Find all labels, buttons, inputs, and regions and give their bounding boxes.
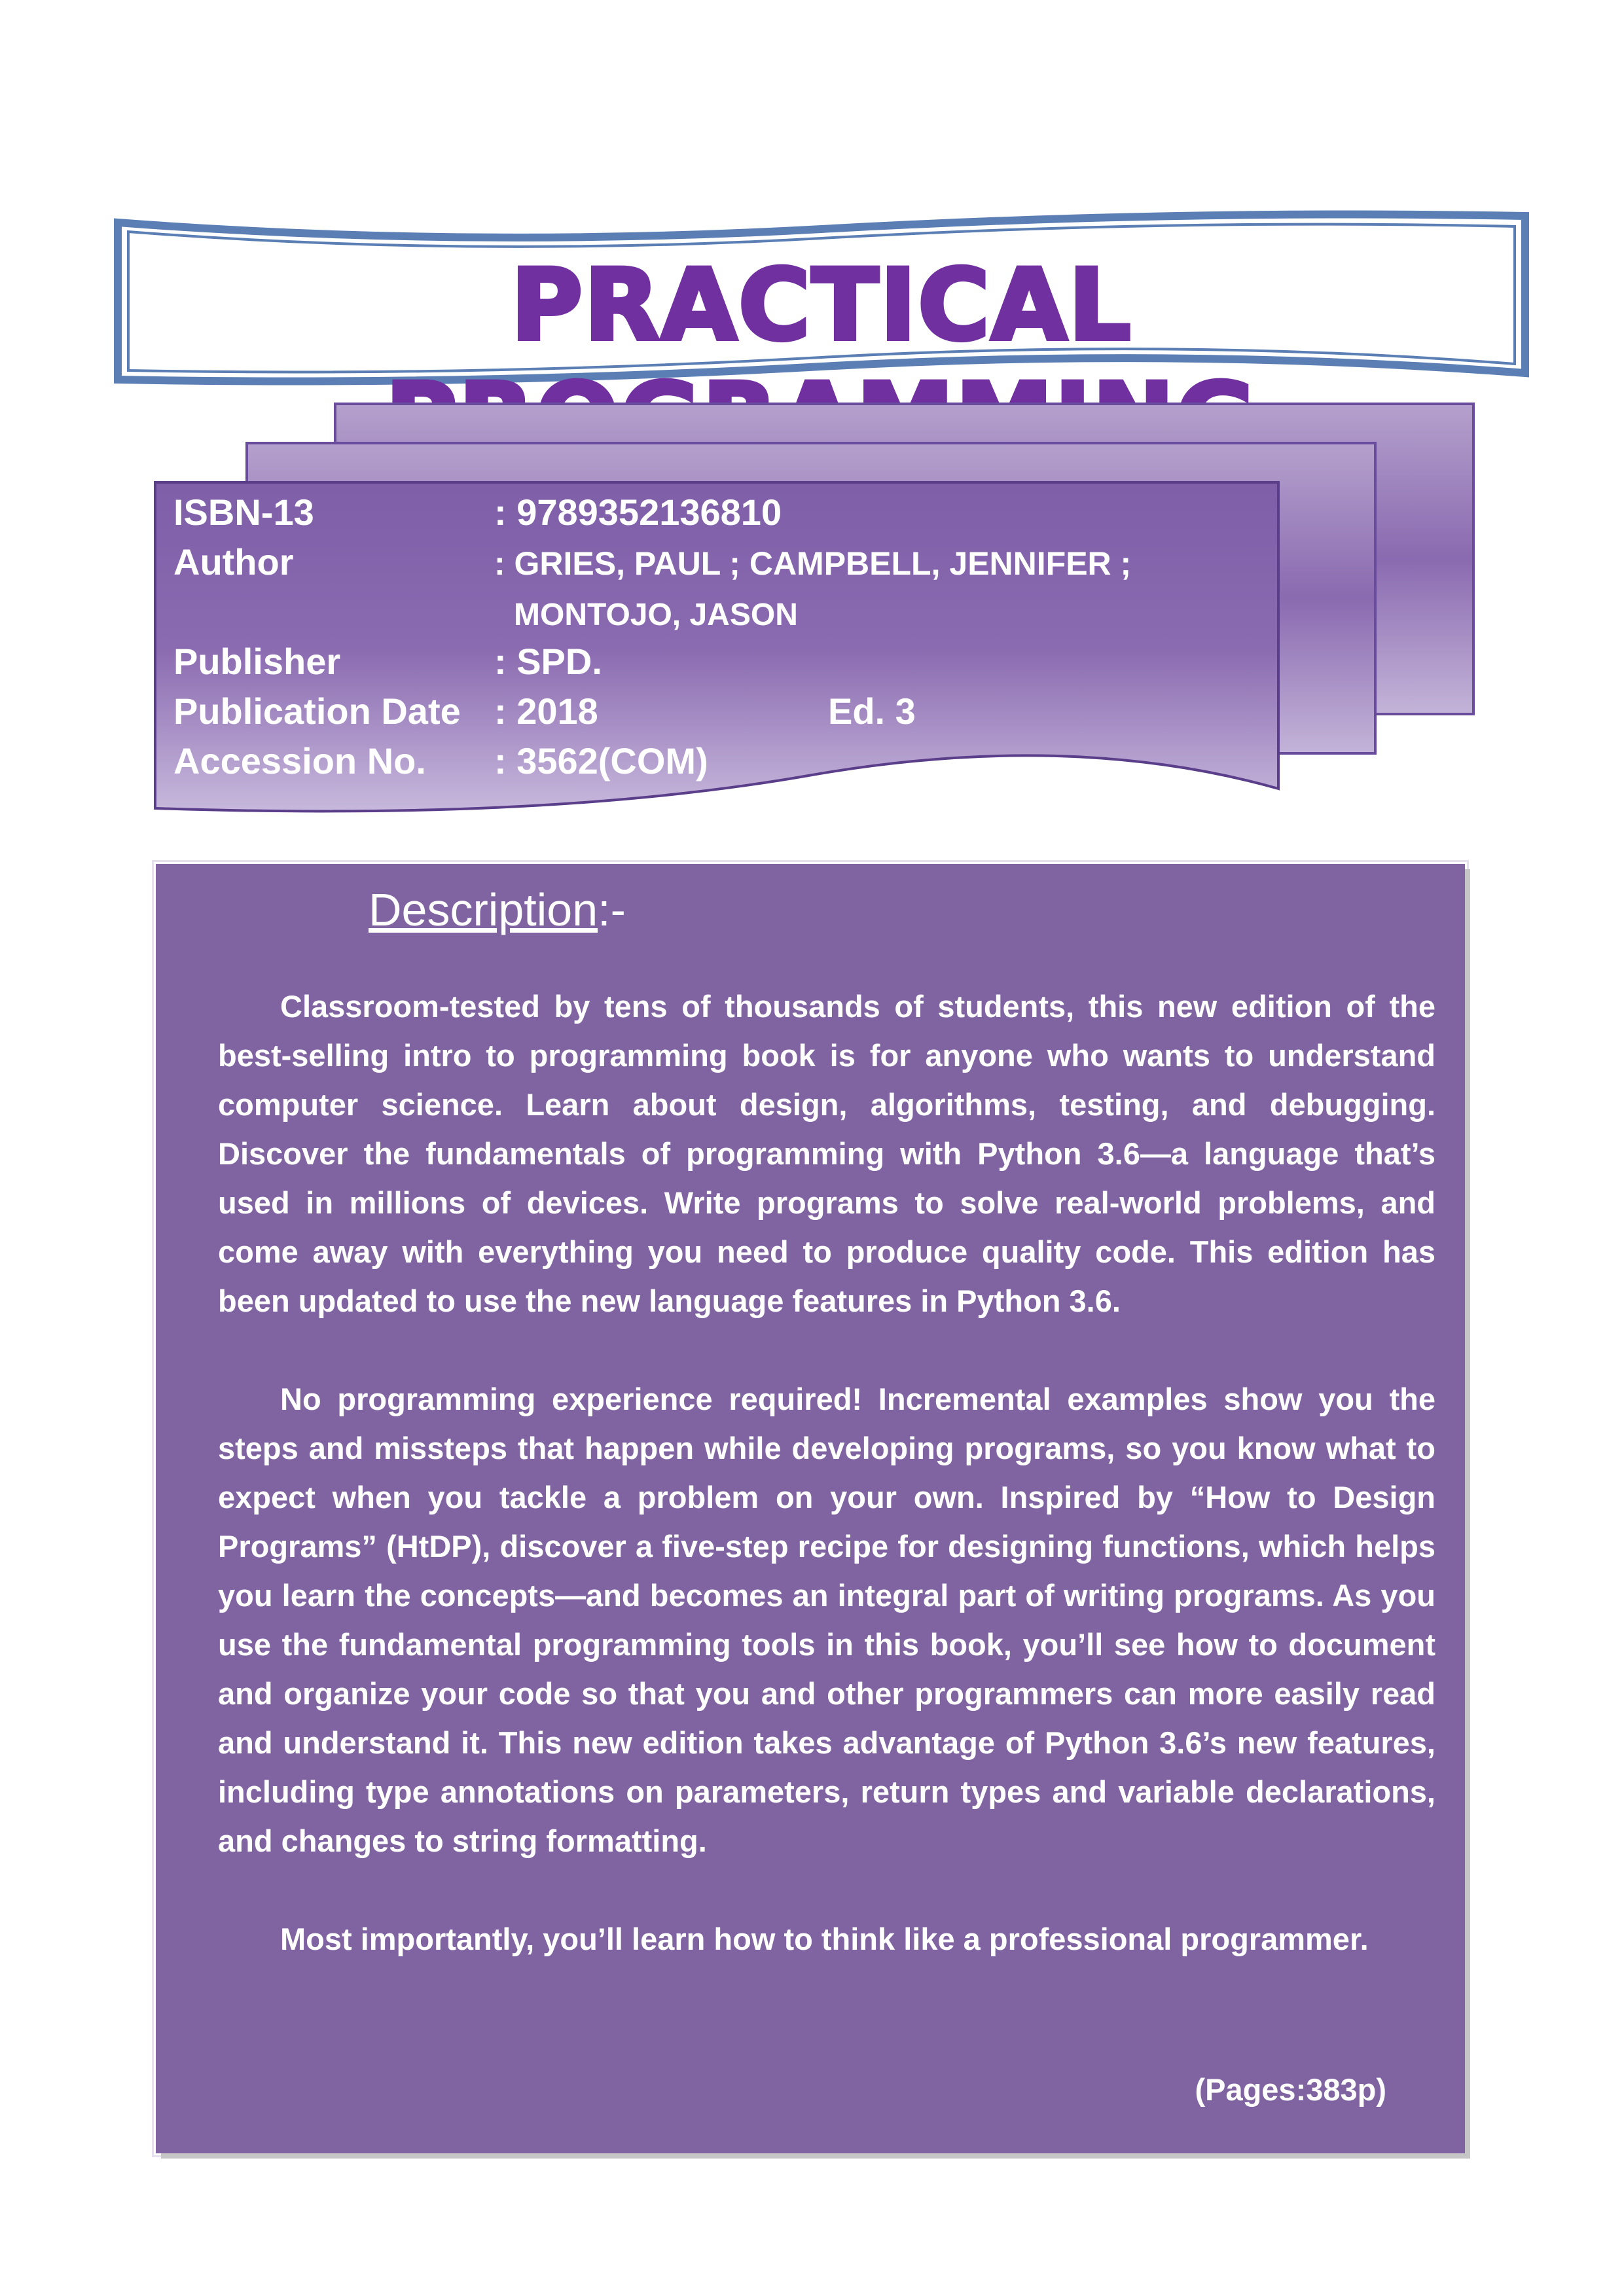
title-banner: [111, 209, 1532, 386]
edition-value: Ed. 3: [828, 691, 916, 732]
publisher-value: : SPD.: [494, 641, 602, 682]
description-paragraph-2: No programming experience required! Incremental examples show you the steps and missteps that happen while developing programs, so you know what to expect when you tackle a problem on your own. Inspired by “How to Design Programs” (HtDP), discover a five-step recipe for designing functions, which helps you learn the concepts—and becomes an integral part of writing programs. As you use the fundamental programming tools in this book, you’ll see how to document and organize your code so that you and other programmers can more easily read and understand it. This new edition takes advantage of Python 3.6’s new features, including type annotations on parameters, return types and variable declarations, and changes to string formatting.: [218, 1382, 1435, 1858]
description-heading-text: Description: [369, 884, 598, 935]
description-heading: [369, 884, 1435, 936]
pubdate-label: Publication Date: [173, 691, 461, 732]
author-value: : GRIES, PAUL ; CAMPBELL, JENNIFER ;: [494, 545, 1132, 582]
author-value-cont: MONTOJO, JASON: [514, 598, 798, 632]
author-label: Author: [173, 541, 294, 583]
description-paragraph-3: Most importantly, you’ll learn how to think like a professional programmer.: [280, 1922, 1369, 1956]
isbn-label: ISBN-13: [173, 492, 314, 533]
description-heading-suffix: :-: [598, 884, 626, 935]
accession-label: Accession No.: [173, 740, 426, 781]
page-count: (Pages:383p): [1195, 2072, 1386, 2107]
publisher-label: Publisher: [173, 641, 341, 682]
description-paragraph-1: Classroom-tested by tens of thousands of students, this new edition of the best-selling intro to programming book is for anyone who wants to understand computer science. Learn about design, algorithms, testing, and debugging. Discover the fundamentals of programming with Python 3.6—a language that’s used in millions of devices. Write programs to solve real-world problems, and come away with everything you need to produce quality code. This edition has been updated to use the new language features in Python 3.6.: [218, 989, 1435, 1318]
isbn-value: : 9789352136810: [494, 492, 782, 533]
book-metadata-card: [154, 481, 1280, 828]
accession-value: : 3562(COM): [494, 740, 708, 781]
description-panel: [156, 864, 1465, 2153]
book-title: PRACTICAL: [511, 249, 1132, 363]
pubdate-value: : 2018: [494, 691, 598, 732]
